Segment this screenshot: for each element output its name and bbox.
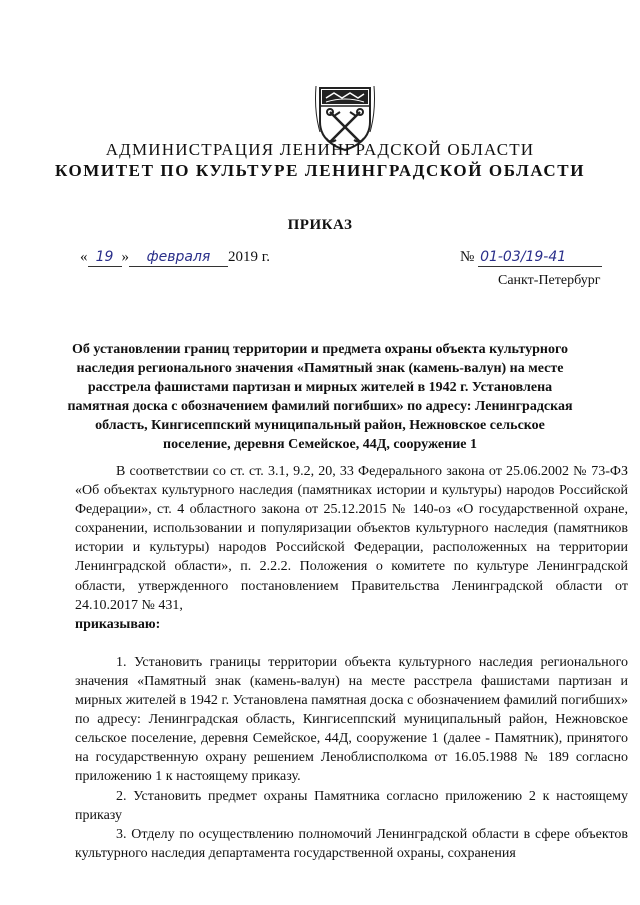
item-number: 2.: [116, 788, 127, 804]
list-item: [75, 653, 628, 787]
order-subject: Об установлении границ территории и предмета охраны объекта культурного наследия регионального значения «Памятный знак (камень-валун) на месте расстрела фашистами партизан и мирных жителей в 1942 г. Установлена памятная доска с обозначением фамилий погибших» по адресу: Ленинградская область, Кингисеппский муниципальный район, Нежновское сельское поселение, деревня Семейское, 44Д, сооружение 1: [67, 342, 573, 452]
date-month-handwritten: февраля: [129, 248, 228, 267]
date-year: 2019 г.: [228, 249, 270, 265]
item-number: 1.: [116, 654, 127, 670]
item-text: Установить границы территории объекта культурного наследия регионального значения «Памятный знак (камень-валун) на месте расстрела фашистами партизан и мирных жителей в 1942 г. Установлена памятная доска с обозначением фамилий погибших» по адресу: Ленинградская область, Кингисеппский муниципальный район, Нежновское сельское поселение, деревня Семейское, 44Д, сооружение 1 (далее - Памятник), принятого на государственную охрану решением Леноблисполкома от 16.05.1988 № 189 согласно приложению 1 к настоящему приказу.: [75, 654, 628, 785]
organization-name: АДМИНИСТРАЦИЯ ЛЕНИНГРАДСКОЙ ОБЛАСТИ: [105, 140, 535, 159]
item-text: Установить предмет охраны Памятника согласно приложению 2 к настоящему приказу: [75, 788, 628, 823]
order-items: [75, 653, 628, 863]
order-body: [75, 462, 628, 863]
list-item: [75, 787, 628, 825]
date-open-quote: «: [80, 249, 88, 265]
date-day-handwritten: 19: [88, 248, 122, 267]
item-text: Отделу по осуществлению полномочий Ленинградской области в сфере объектов культурного наследия департамента государственной охраны, сохранения: [75, 826, 629, 861]
city-label: Санкт-Петербург: [498, 273, 601, 288]
item-number: 3.: [116, 826, 127, 842]
order-date: [80, 248, 270, 272]
preamble-text: В соответствии со ст. ст. 3.1, 9.2, 20, 33 Федерального закона от 25.06.2002 № 73-ФЗ «Об объектах культурного наследия (памятниках истории и культуры) народов Российской Федерации», ст. 4 областного закона от 25.12.2015 № 140-оз «О государственной охране, сохранении, использовании и популяризации объектов культурного наследия (памятников истории и культуры) народов Российской Федерации, расположенных на территории Ленинградской области», п. 2.2.2. Положения о комитете по культуре Ленинградской области, утвержденного постановлением Правительства Ленинградской области от 24.10.2017 № 431,: [75, 464, 628, 613]
orders-word: приказываю:: [75, 616, 161, 632]
preamble-paragraph: [75, 462, 628, 634]
date-mid-quote: »: [121, 249, 129, 265]
number-prefix: №: [460, 249, 475, 265]
list-item: [75, 825, 628, 863]
document-type-title: ПРИКАЗ: [287, 217, 353, 233]
committee-name: КОМИТЕТ ПО КУЛЬТУРЕ ЛЕНИНГРАДСКОЙ ОБЛАСТИ: [54, 161, 586, 180]
number-handwritten: 01-03/19-41: [478, 248, 602, 267]
order-number: [460, 248, 602, 267]
